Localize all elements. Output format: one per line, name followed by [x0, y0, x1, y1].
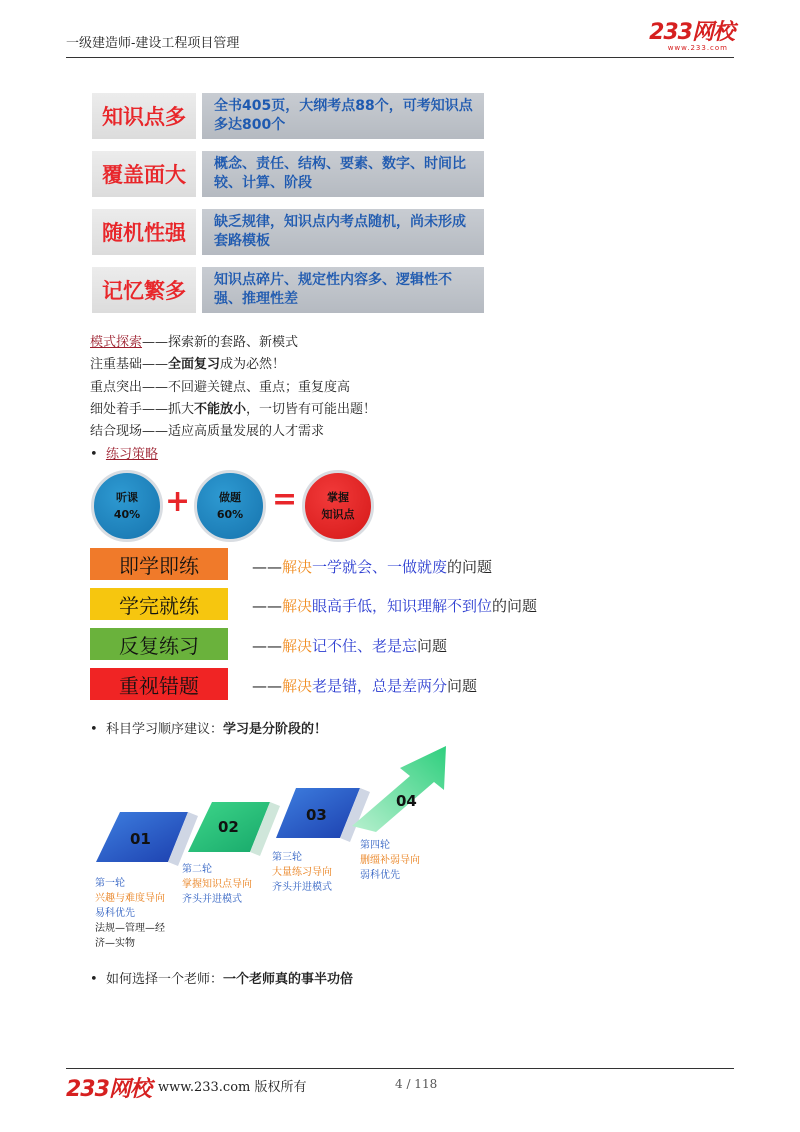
strategy-heading: [90, 443, 158, 462]
logo-url: www.233.com: [667, 44, 728, 52]
footer-divider: [66, 1068, 734, 1069]
feature-description: 知识点碎片、规定性内容多、逻辑性不强、推理性差: [202, 267, 484, 313]
step-02-number: 02: [218, 818, 239, 836]
feature-description: 概念、责任、结构、要素、数字、时间比较、计算、阶段: [202, 151, 484, 197]
bullet: •: [90, 722, 98, 737]
feature-row: [92, 209, 484, 255]
equals-sign: =: [272, 482, 298, 517]
plus-sign: +: [165, 484, 191, 519]
feature-description: 缺乏规律，知识点内考点随机，尚未形成套路模板: [202, 209, 484, 255]
brand-logo-top: [649, 22, 734, 52]
circle-line: 做题: [219, 491, 241, 504]
circle-lecture: [91, 470, 163, 542]
feature-label: 随机性强: [92, 209, 196, 255]
circle-mastery: [302, 470, 374, 542]
text-line-practice: 结合现场——适应高质量发展的人才需求: [90, 424, 325, 439]
round-sequence: 法规—管理—经: [95, 923, 165, 934]
round-title: 第二轮: [182, 864, 212, 875]
text-emphasis: 不能放小: [194, 402, 247, 417]
text-emphasis: 一个老师真的事半功倍: [222, 972, 353, 987]
problem-suffix: 问题: [447, 677, 478, 695]
round-sequence: 济—实物: [95, 938, 135, 949]
round-title: 第四轮: [360, 840, 390, 851]
solve-word: 解决: [282, 637, 313, 655]
text-line-basics: [90, 353, 285, 372]
step-04-number: 04: [396, 792, 417, 810]
step-04-arrow: [352, 746, 446, 832]
strategy-link[interactable]: 练习策略: [105, 447, 158, 462]
problem-text: 眼高手低，: [312, 597, 388, 615]
document-header-title: 一级建造师-建设工程项目管理: [66, 36, 240, 51]
dash: ——: [252, 558, 282, 576]
dash: ——: [252, 637, 282, 655]
method-label: 学完就练: [90, 588, 228, 620]
round-mode: 齐头并进模式: [272, 882, 332, 893]
text-emphasis: 全面复习: [168, 357, 221, 372]
text-line-mode: [90, 331, 298, 350]
text-fragment: 如何选择一个老师：: [105, 972, 223, 987]
problem-text: 记不住、老是忘: [312, 637, 418, 655]
feature-row: [92, 93, 484, 139]
method-description: [252, 556, 492, 577]
circle-line: 掌握: [327, 491, 349, 504]
text-line-focus: 重点突出——不回避关键点、重点；重复度高: [90, 380, 351, 395]
problem-suffix: 的问题: [447, 558, 493, 576]
method-label: 即学即练: [90, 548, 228, 580]
circle-line: 40%: [113, 508, 141, 521]
circle-line: 知识点: [321, 508, 355, 521]
problem-text: 知识理解不到位: [387, 597, 493, 615]
dash: ——: [252, 597, 282, 615]
feature-label: 知识点多: [92, 93, 196, 139]
step-03-number: 03: [306, 806, 327, 824]
round-mode: 齐头并进模式: [182, 894, 242, 905]
brand-logo-bottom: 233网校: [66, 1077, 151, 1102]
teacher-heading: [90, 968, 353, 987]
solve-word: 解决: [282, 597, 313, 615]
solve-word: 解决: [282, 558, 313, 576]
study-order-heading: [90, 718, 327, 737]
solve-word: 解决: [282, 677, 313, 695]
round-priority: 弱科优先: [360, 870, 400, 881]
method-label: 反复练习: [90, 628, 228, 660]
step-04-labels: [360, 838, 420, 883]
step-01-number: 01: [130, 830, 151, 848]
problem-text: 一学就会、一做就废: [312, 558, 448, 576]
circle-exercises: [194, 470, 266, 542]
text-line-detail: [90, 398, 376, 417]
round-priority: 易科优先: [95, 908, 135, 919]
feature-label: 记忆繁多: [92, 267, 196, 313]
text-fragment: ，一切皆有可能出题！: [246, 402, 377, 417]
page-number: 4 / 118: [395, 1077, 438, 1091]
footer-copyright: www.233.com 版权所有: [158, 1080, 307, 1095]
round-focus: 兴趣与难度导向: [95, 893, 165, 904]
step-02-labels: [182, 862, 252, 907]
step-03-labels: [272, 850, 332, 895]
text-fragment: ——探索新的套路、新模式: [142, 335, 299, 350]
round-title: 第一轮: [95, 878, 125, 889]
dash: ——: [252, 677, 282, 695]
bullet: •: [90, 447, 98, 462]
problem-text: 老是错，总是差两分: [312, 677, 448, 695]
text-fragment: 细处着手——抓大: [90, 402, 195, 417]
method-description: [252, 595, 537, 616]
round-focus: 删缰补弱导向: [360, 855, 420, 866]
round-focus: 掌握知识点导向: [182, 879, 252, 890]
round-focus: 大量练习导向: [272, 867, 332, 878]
step-01-labels: [95, 876, 165, 951]
header-divider: [66, 57, 734, 58]
logo-text: 233网校: [649, 20, 734, 45]
round-title: 第三轮: [272, 852, 302, 863]
text-fragment: 成为必然！: [220, 357, 286, 372]
feature-row: [92, 151, 484, 197]
circle-line: 听课: [116, 491, 138, 504]
method-label: 重视错题: [90, 668, 228, 700]
feature-label: 覆盖面大: [92, 151, 196, 197]
mode-exploration-link[interactable]: 模式探索: [90, 335, 143, 350]
text-emphasis: 学习是分阶段的！: [222, 722, 327, 737]
feature-description: 全书405页，大纲考点88个，可考知识点多达800个: [202, 93, 484, 139]
method-description: [252, 635, 447, 656]
bullet: •: [90, 972, 98, 987]
method-description: [252, 675, 477, 696]
text-fragment: 注重基础——: [90, 357, 169, 372]
problem-suffix: 问题: [417, 637, 448, 655]
text-fragment: 科目学习顺序建议：: [105, 722, 223, 737]
problem-suffix: 的问题: [492, 597, 538, 615]
circle-line: 60%: [216, 508, 244, 521]
feature-row: [92, 267, 484, 313]
